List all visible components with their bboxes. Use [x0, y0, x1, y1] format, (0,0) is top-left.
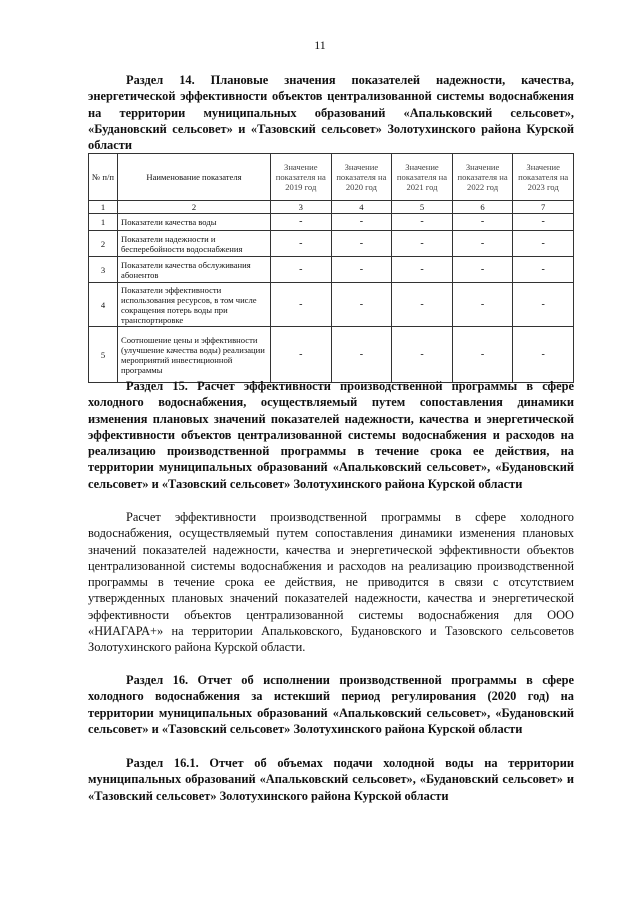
column-number: 1 [89, 201, 118, 214]
indicator-value: - [331, 283, 392, 327]
row-number: 3 [89, 257, 118, 283]
indicator-value: - [331, 231, 392, 257]
indicator-value: - [513, 231, 574, 257]
indicator-value: - [452, 283, 513, 327]
section-16-title: Раздел 16. Отчет об исполнении производственной программы в сфере холодного водоснабжения за истекший период регулирования (2020 год) на территории муниципальных образований «Апальковский сельсовет», «Будановский сельсовет» и «Тазовский сельсовет» Золотухинского района Курской области [88, 673, 574, 736]
indicator-name: Показатели эффективности использования ресурсов, в том числе сокращения потерь воды при транспортировке [118, 283, 271, 327]
section-14-title: Раздел 14. Плановые значения показателей надежности, качества, энергетической эффективности объектов централизованной системы водоснабжения на территории муниципальных образований «Апальковский сельсовет», «Будановский сельсовет» и «Тазовский сельсовет» Золотухинского района Курской области [88, 73, 574, 153]
column-number: 7 [513, 201, 574, 214]
table-header-row [89, 154, 574, 201]
indicator-value: - [271, 257, 332, 283]
row-number: 2 [89, 231, 118, 257]
column-number: 5 [392, 201, 453, 214]
indicator-name: Показатели качества обслуживания абонентов [118, 257, 271, 283]
indicator-value: - [513, 327, 574, 383]
section-15-body: Расчет эффективности производственной программы в сфере холодного водоснабжения, осуществляемый путем сопоставления динамики изменения плановых значений показателей надежности, качества и энергетической эффективности объектов централизованной системы водоснабжения и расходов на реализацию производственной программы в течение срока ее действия, не приводится в связи с отсутствием утвержденных плановых значений показателей надежности, качества и энергетической эффективности объектов централизованной системы водоснабжения для ООО «НИАГАРА+» на территории Апальковского, Будановского и Тазовского сельсоветов Золотухинского района Курской области. [88, 510, 574, 655]
indicator-value: - [392, 327, 453, 383]
indicator-value: - [513, 257, 574, 283]
indicators-table [88, 153, 574, 383]
table-header-cell: Значение показателя на 2021 год [392, 154, 453, 201]
section-15-title: Раздел 15. Расчет эффективности производственной программы в сфере холодного водоснабжения, осуществляемый путем сопоставления динамики изменения плановых значений показателей надежности, качества и энергетической эффективности объектов централизованной системы водоснабжения и расходов на реализацию производственной программы в течение срока ее действия, на территории муниципальных образований «Апальковский сельсовет», «Будановский сельсовет» и «Тазовский сельсовет» Золотухинского района Курской области [88, 379, 574, 491]
indicator-name: Показатели качества воды [118, 214, 271, 231]
column-number: 3 [271, 201, 332, 214]
indicator-name: Соотношение цены и эффективности (улучшение качества воды) реализации мероприятий инвестиционной программы [118, 327, 271, 383]
indicator-value: - [271, 231, 332, 257]
table-header-cell: № п/п [89, 154, 118, 201]
indicator-value: - [452, 257, 513, 283]
table-row [89, 214, 574, 231]
indicator-value: - [331, 214, 392, 231]
table-number-row [89, 201, 574, 214]
indicator-value: - [452, 231, 513, 257]
table-header-cell: Наименование показателя [118, 154, 271, 201]
indicator-value: - [392, 257, 453, 283]
row-number: 4 [89, 283, 118, 327]
table-row [89, 257, 574, 283]
table-header-cell: Значение показателя на 2019 год [271, 154, 332, 201]
table-header-cell: Значение показателя на 2022 год [452, 154, 513, 201]
indicator-value: - [271, 283, 332, 327]
indicator-name: Показатели надежности и бесперебойности водоснабжения [118, 231, 271, 257]
column-number: 6 [452, 201, 513, 214]
indicator-value: - [392, 283, 453, 327]
table-header-cell: Значение показателя на 2023 год [513, 154, 574, 201]
table-row [89, 327, 574, 383]
indicator-value: - [392, 214, 453, 231]
column-number: 4 [331, 201, 392, 214]
row-number: 5 [89, 327, 118, 383]
indicator-value: - [271, 327, 332, 383]
indicator-value: - [452, 214, 513, 231]
table-row [89, 231, 574, 257]
indicator-value: - [513, 283, 574, 327]
indicator-value: - [452, 327, 513, 383]
indicator-value: - [513, 214, 574, 231]
indicator-value: - [331, 327, 392, 383]
indicator-value: - [331, 257, 392, 283]
table-header-cell: Значение показателя на 2020 год [331, 154, 392, 201]
column-number: 2 [118, 201, 271, 214]
page-number: 11 [314, 38, 326, 52]
table-row [89, 283, 574, 327]
row-number: 1 [89, 214, 118, 231]
indicator-value: - [271, 214, 332, 231]
section-16-1-title: Раздел 16.1. Отчет об объемах подачи холодной воды на территории муниципальных образований «Апальковский сельсовет», «Будановский сельсовет» и «Тазовский сельсовет» Золотухинского района Курской области [88, 756, 574, 803]
indicator-value: - [392, 231, 453, 257]
